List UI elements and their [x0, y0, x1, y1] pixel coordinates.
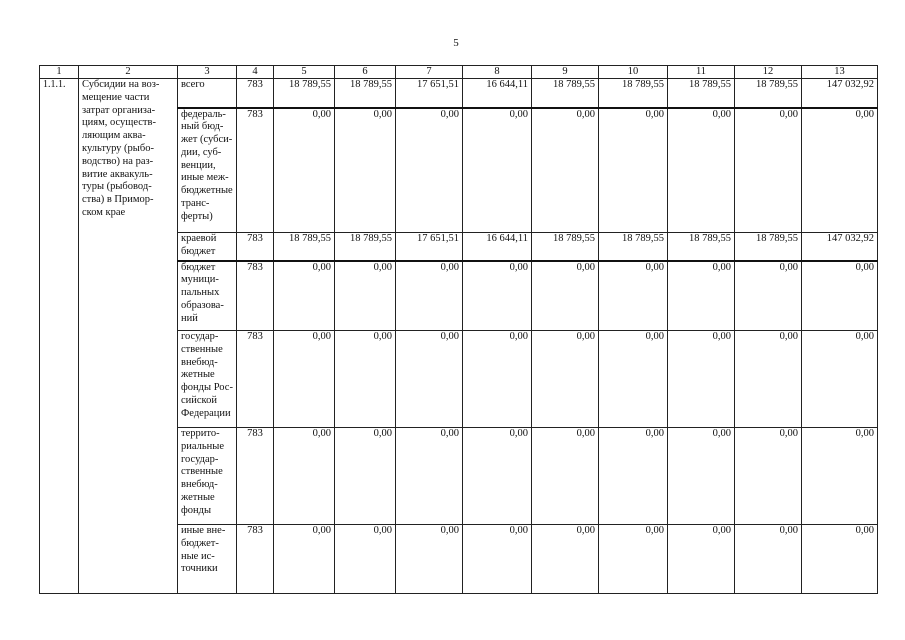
- column-header: 12: [735, 66, 802, 79]
- column-header: 10: [599, 66, 668, 79]
- page-number: 5: [453, 37, 459, 49]
- amount-cell: 0,00: [274, 261, 335, 331]
- amount-cell: 147 032,92: [802, 233, 878, 261]
- row-name-cell: Субсидии на воз- мещение части затрат организа- циям, осуществ- ляющим аква- культуру (рыбо- водство) на раз- витие аквакуль- туры (рыбовод- ства) в Примор- ском крае: [79, 79, 178, 594]
- amount-cell: 0,00: [335, 331, 396, 428]
- amount-cell: 0,00: [335, 428, 396, 525]
- amount-cell: 0,00: [274, 525, 335, 594]
- table-row: [40, 79, 878, 108]
- amount-cell: 0,00: [532, 525, 599, 594]
- budget-code-cell: 783: [237, 261, 274, 331]
- budget-code-cell: 783: [237, 233, 274, 261]
- row-number-cell: 1.1.1.: [40, 79, 79, 594]
- amount-cell: 0,00: [802, 525, 878, 594]
- amount-cell: 0,00: [735, 331, 802, 428]
- amount-cell: 0,00: [396, 525, 463, 594]
- amount-cell: 0,00: [463, 428, 532, 525]
- amount-cell: 18 789,55: [599, 233, 668, 261]
- funding-source-cell: террито- риальные государ- ственные внебюд- жетные фонды: [178, 428, 237, 525]
- amount-cell: 18 789,55: [274, 233, 335, 261]
- budget-code-cell: 783: [237, 79, 274, 108]
- funding-source-cell: бюджет муници- пальных образова- ний: [178, 261, 237, 331]
- amount-cell: 0,00: [274, 331, 335, 428]
- column-header: 1: [40, 66, 79, 79]
- amount-cell: 0,00: [396, 331, 463, 428]
- amount-cell: 0,00: [668, 525, 735, 594]
- column-header: 6: [335, 66, 396, 79]
- amount-cell: 0,00: [463, 331, 532, 428]
- amount-cell: 0,00: [396, 108, 463, 233]
- amount-cell: 17 651,51: [396, 79, 463, 108]
- column-header: 5: [274, 66, 335, 79]
- amount-cell: 0,00: [599, 428, 668, 525]
- amount-cell: 0,00: [599, 525, 668, 594]
- amount-cell: 18 789,55: [274, 79, 335, 108]
- amount-cell: 0,00: [735, 108, 802, 233]
- amount-cell: 0,00: [802, 331, 878, 428]
- column-header: 7: [396, 66, 463, 79]
- amount-cell: 18 789,55: [668, 233, 735, 261]
- amount-cell: 0,00: [532, 261, 599, 331]
- column-header: 13: [802, 66, 878, 79]
- funding-source-cell: государ- ственные внебюд- жетные фонды Рос- сийской Федерации: [178, 331, 237, 428]
- budget-table: [39, 65, 878, 594]
- amount-cell: 0,00: [668, 428, 735, 525]
- column-header: 4: [237, 66, 274, 79]
- amount-cell: 16 644,11: [463, 79, 532, 108]
- amount-cell: 0,00: [599, 331, 668, 428]
- amount-cell: 0,00: [274, 428, 335, 525]
- funding-source-cell: иные вне- бюджет- ные ис- точники: [178, 525, 237, 594]
- amount-cell: 0,00: [802, 261, 878, 331]
- amount-cell: 0,00: [668, 261, 735, 331]
- budget-code-cell: 783: [237, 108, 274, 233]
- amount-cell: 18 789,55: [335, 79, 396, 108]
- amount-cell: 16 644,11: [463, 233, 532, 261]
- amount-cell: 0,00: [532, 331, 599, 428]
- column-header: 3: [178, 66, 237, 79]
- amount-cell: 17 651,51: [396, 233, 463, 261]
- amount-cell: 18 789,55: [532, 79, 599, 108]
- amount-cell: 0,00: [274, 108, 335, 233]
- funding-source-cell: федераль- ный бюд- жет (субси- дии, суб- венции, иные меж- бюджетные транс- ферты): [178, 108, 237, 233]
- amount-cell: 0,00: [668, 331, 735, 428]
- budget-code-cell: 783: [237, 331, 274, 428]
- amount-cell: 18 789,55: [335, 233, 396, 261]
- amount-cell: 18 789,55: [532, 233, 599, 261]
- amount-cell: 0,00: [802, 428, 878, 525]
- budget-code-cell: 783: [237, 525, 274, 594]
- amount-cell: 0,00: [735, 261, 802, 331]
- amount-cell: 0,00: [463, 525, 532, 594]
- amount-cell: 0,00: [668, 108, 735, 233]
- column-header-row: [40, 66, 878, 79]
- amount-cell: 0,00: [735, 525, 802, 594]
- amount-cell: 0,00: [335, 261, 396, 331]
- budget-code-cell: 783: [237, 428, 274, 525]
- amount-cell: 147 032,92: [802, 79, 878, 108]
- column-header: 11: [668, 66, 735, 79]
- amount-cell: 18 789,55: [668, 79, 735, 108]
- amount-cell: 18 789,55: [599, 79, 668, 108]
- funding-source-cell: всего: [178, 79, 237, 108]
- amount-cell: 0,00: [599, 261, 668, 331]
- amount-cell: 0,00: [335, 108, 396, 233]
- amount-cell: 18 789,55: [735, 233, 802, 261]
- amount-cell: 18 789,55: [735, 79, 802, 108]
- column-header: 8: [463, 66, 532, 79]
- column-header: 2: [79, 66, 178, 79]
- amount-cell: 0,00: [599, 108, 668, 233]
- amount-cell: 0,00: [735, 428, 802, 525]
- amount-cell: 0,00: [802, 108, 878, 233]
- column-header: 9: [532, 66, 599, 79]
- amount-cell: 0,00: [396, 261, 463, 331]
- amount-cell: 0,00: [463, 108, 532, 233]
- funding-source-cell: краевой бюджет: [178, 233, 237, 261]
- amount-cell: 0,00: [532, 108, 599, 233]
- amount-cell: 0,00: [463, 261, 532, 331]
- amount-cell: 0,00: [335, 525, 396, 594]
- amount-cell: 0,00: [396, 428, 463, 525]
- amount-cell: 0,00: [532, 428, 599, 525]
